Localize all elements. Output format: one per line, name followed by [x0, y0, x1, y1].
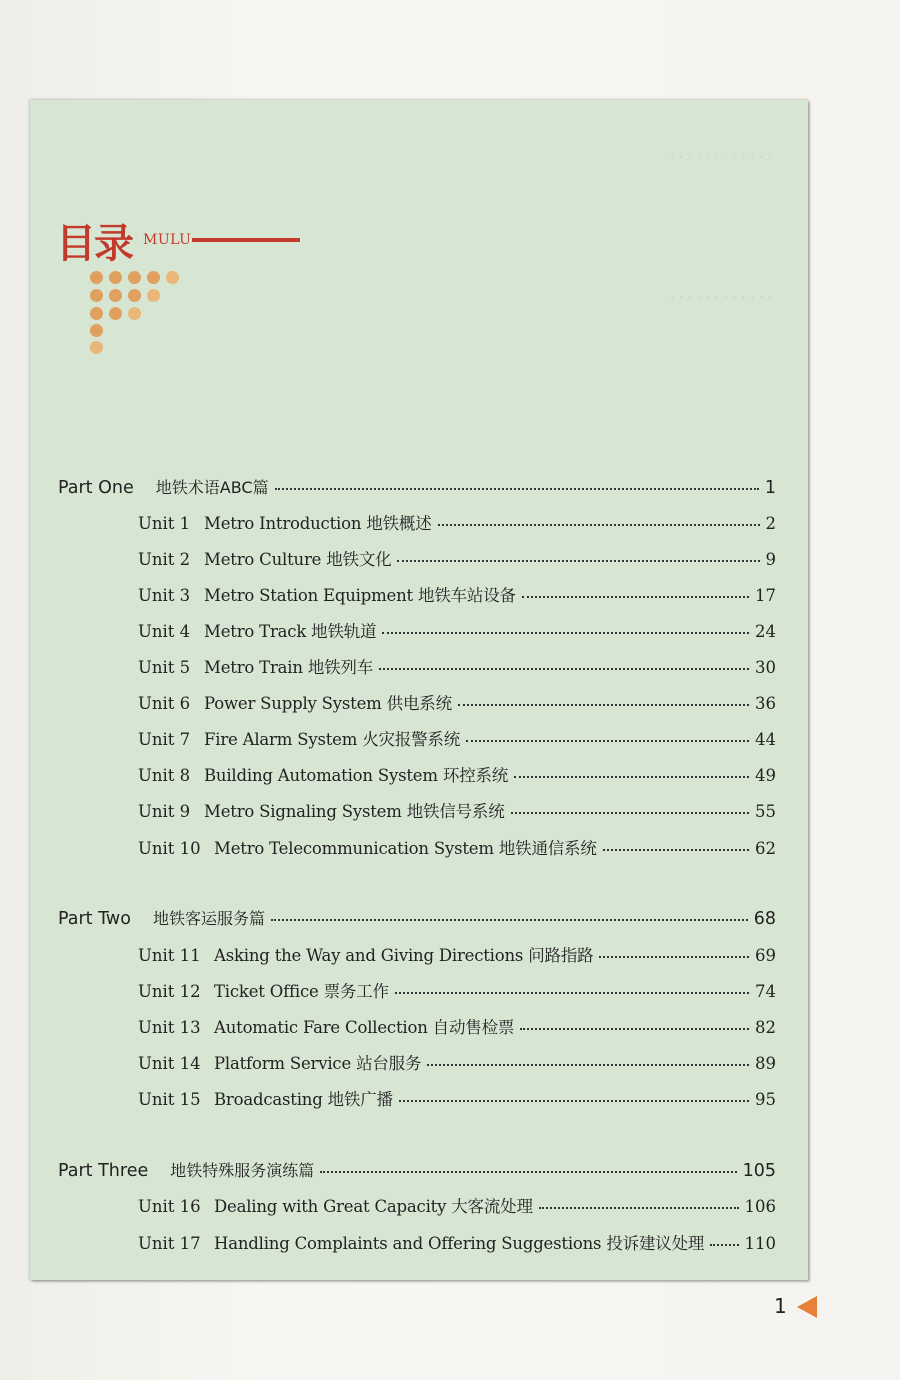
unit-title: Metro Introduction 地铁概述 — [204, 514, 432, 533]
ornament-dot — [90, 289, 103, 302]
page-number: 30 — [755, 658, 776, 677]
dot-leader — [397, 559, 759, 562]
page-number: 24 — [755, 622, 776, 641]
ornament-dot — [128, 271, 141, 284]
unit-number: Unit 9 — [138, 802, 191, 821]
unit-number: Unit 2 — [138, 550, 191, 569]
dot-leader — [379, 667, 749, 670]
toc-unit-1[interactable] — [138, 514, 776, 534]
unit-title: Building Automation System 环控系统 — [204, 766, 509, 785]
unit-title: Metro Telecommunication System 地铁通信系统 — [214, 839, 597, 858]
part-title: 地铁客运服务篇 — [152, 909, 265, 928]
page-number: 106 — [744, 1197, 776, 1216]
unit-title: Automatic Fare Collection 自动售检票 — [214, 1018, 515, 1037]
page-number: 9 — [765, 550, 776, 569]
unit-title: Metro Culture 地铁文化 — [204, 550, 392, 569]
part-label: Part One — [58, 478, 134, 498]
toc-part-one[interactable] — [58, 478, 776, 498]
page-number: 68 — [753, 909, 776, 929]
toc-part-two[interactable] — [58, 909, 776, 929]
toc-unit-6[interactable] — [138, 694, 776, 714]
dot-leader — [382, 631, 749, 634]
ornament-dot — [90, 324, 103, 337]
part-title: 地铁特殊服务演练篇 — [170, 1161, 315, 1180]
unit-number: Unit 10 — [138, 839, 201, 858]
toc-unit-4[interactable] — [138, 622, 776, 642]
ornament-dot — [109, 271, 122, 284]
dot-leader — [539, 1206, 739, 1209]
toc-unit-12[interactable] — [138, 982, 776, 1002]
part-title: 地铁术语ABC篇 — [155, 478, 269, 497]
page-number: 55 — [755, 802, 776, 821]
page-number: 17 — [755, 586, 776, 605]
triangle-arrow-icon — [797, 1296, 817, 1318]
toc-unit-15[interactable] — [138, 1090, 776, 1110]
toc-unit-3[interactable] — [138, 586, 776, 606]
unit-number: Unit 1 — [138, 514, 191, 533]
toc-unit-10[interactable] — [138, 839, 776, 859]
unit-title: Fire Alarm System 火灾报警系统 — [204, 730, 461, 749]
page-number: 2 — [765, 514, 776, 533]
dot-leader — [395, 991, 749, 994]
ornament-dot — [90, 271, 103, 284]
dot-leader — [271, 918, 748, 921]
ornament-dot — [90, 341, 103, 354]
unit-number: Unit 13 — [138, 1018, 201, 1037]
page-number: 74 — [755, 982, 776, 1001]
show-through-text: · · · · · · · · · · · · — [670, 290, 773, 306]
ornament-dot — [166, 271, 179, 284]
unit-number: Unit 4 — [138, 622, 191, 641]
unit-title: Asking the Way and Giving Directions 问路指路 — [214, 946, 594, 965]
dot-leader — [603, 848, 749, 851]
toc-unit-16[interactable] — [138, 1197, 776, 1217]
dot-leader — [514, 775, 749, 778]
show-through-text: · · · · · · · · · · · · — [670, 150, 773, 166]
toc-unit-14[interactable] — [138, 1054, 776, 1074]
ornament-dot — [147, 271, 160, 284]
part-label: Part Two — [58, 909, 131, 929]
unit-number: Unit 15 — [138, 1090, 201, 1109]
dot-leader — [710, 1243, 738, 1246]
ornament-dot — [147, 289, 160, 302]
page-number: 82 — [755, 1018, 776, 1037]
dot-leader — [520, 1027, 749, 1030]
page-number: 110 — [744, 1234, 776, 1253]
page-number: 105 — [742, 1161, 776, 1181]
toc-part-three[interactable] — [58, 1161, 776, 1181]
unit-number: Unit 3 — [138, 586, 191, 605]
unit-title: Handling Complaints and Offering Suggestions 投诉建议处理 — [214, 1234, 705, 1253]
ornament-dot — [109, 307, 122, 320]
page-number: 49 — [755, 766, 776, 785]
ornament-dot — [109, 289, 122, 302]
page-number: 36 — [755, 694, 776, 713]
unit-number: Unit 11 — [138, 946, 201, 965]
unit-title: Broadcasting 地铁广播 — [214, 1090, 393, 1109]
unit-title: Metro Station Equipment 地铁车站设备 — [204, 586, 516, 605]
unit-title: Ticket Office 票务工作 — [214, 982, 389, 1001]
dot-leader — [438, 523, 760, 526]
unit-title: Metro Train 地铁列车 — [204, 658, 374, 677]
dot-leader — [522, 595, 749, 598]
toc-unit-7[interactable] — [138, 730, 776, 750]
page-number: 89 — [755, 1054, 776, 1073]
ornament-dot — [90, 307, 103, 320]
unit-title: Metro Track 地铁轨道 — [204, 622, 377, 641]
dot-leader — [466, 739, 749, 742]
title-rule — [192, 238, 300, 242]
unit-number: Unit 6 — [138, 694, 191, 713]
toc-unit-8[interactable] — [138, 766, 776, 786]
page-number: 62 — [755, 839, 776, 858]
page-number: 1 — [764, 478, 776, 498]
dot-leader — [320, 1170, 736, 1173]
unit-number: Unit 16 — [138, 1197, 201, 1216]
unit-number: Unit 7 — [138, 730, 191, 749]
unit-title: Metro Signaling System 地铁信号系统 — [204, 802, 505, 821]
unit-title: Dealing with Great Capacity 大客流处理 — [214, 1197, 533, 1216]
dot-leader — [458, 703, 749, 706]
dot-leader — [511, 811, 749, 814]
toc-unit-11[interactable] — [138, 946, 776, 966]
dot-leader — [599, 955, 749, 958]
toc-unit-17[interactable] — [138, 1234, 776, 1254]
unit-number: Unit 14 — [138, 1054, 201, 1073]
toc-unit-5[interactable] — [138, 658, 776, 678]
unit-number: Unit 12 — [138, 982, 201, 1001]
unit-number: Unit 17 — [138, 1234, 201, 1253]
toc-title-pinyin: MULU — [143, 232, 192, 248]
dot-leader — [275, 487, 759, 490]
dot-leader — [427, 1063, 749, 1066]
toc-title: 目录 — [56, 221, 132, 267]
unit-number: Unit 8 — [138, 766, 191, 785]
part-label: Part Three — [58, 1161, 149, 1181]
page-number: 44 — [755, 730, 776, 749]
unit-number: Unit 5 — [138, 658, 191, 677]
toc-unit-13[interactable] — [138, 1018, 776, 1038]
toc-unit-9[interactable] — [138, 802, 776, 822]
page-number: 69 — [755, 946, 776, 965]
unit-title: Platform Service 站台服务 — [214, 1054, 422, 1073]
page-number: 95 — [755, 1090, 776, 1109]
ornament-dot — [128, 307, 141, 320]
toc-unit-2[interactable] — [138, 550, 776, 570]
dot-leader — [399, 1099, 749, 1102]
page-folio: 1 — [774, 1294, 787, 1318]
ornament-dot — [128, 289, 141, 302]
unit-title: Power Supply System 供电系统 — [204, 694, 452, 713]
